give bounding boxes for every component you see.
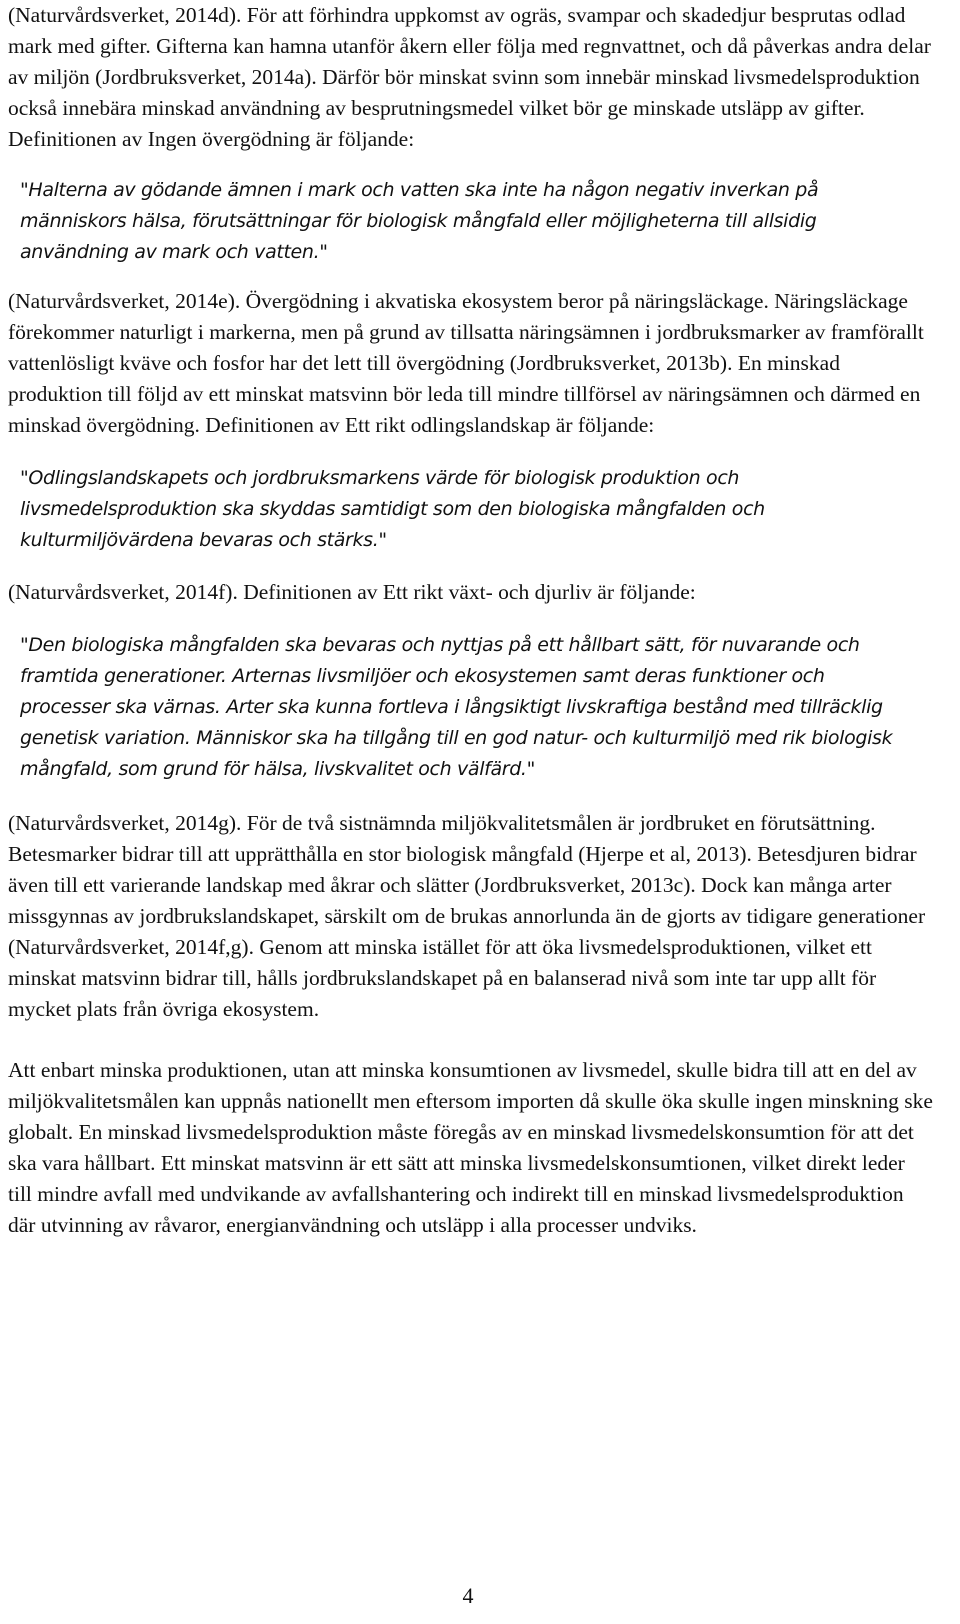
paragraph-jordbruk: (Naturvårdsverket, 2014g). För de två sistnämnda miljökvalitetsmålen är jordbruket en förutsättning. Betesmarker bidrar till att upprätthålla en stor biologisk mångfald (Hjerpe et al, 2013). Betesdjuren bidrar även till ett varierande landskap med åkrar och slätter (Jordbruksverket, 2013c). Dock kan många arter missgynnas av jordbrukslandskapet, särskilt om de brukas annorlunda än de gjorts av tidigare generationer (Naturvårdsverket, 2014f,g). Genom att minska istället för att öka livsmedelsproduktionen, vilket ett minskat matsvinn bidrar till, hålls jordbrukslandskapet på en balanserad nivå som inte tar upp allt för mycket plats från övriga ekosystem. [8, 811, 926, 1021]
quote-vaxt-djurliv: "Den biologiska mångfalden ska bevaras och nyttjas på ett hållbart sätt, för nuvarande och framtida generationer. Arternas livsmiljöer och ekosystemen samt deras funktioner och processer ska värnas. Arter ska kunna fortleva i långsiktigt livskraftiga bestånd med tillräcklig genetisk variation. Människor ska ha tillgång till en god natur- och kulturmiljö med rik biologisk mångfald, som grund för hälsa, livskvalitet och välfärd." [20, 634, 893, 780]
quote-ingen-overgodning: "Halterna av gödande ämnen i mark och vatten ska inte ha någon negativ inverkan på människors hälsa, förutsättningar för biologisk mångfald eller möjligheterna till allsidig användning av mark och vatten." [20, 179, 819, 263]
page-number: 4 [462, 1583, 474, 1608]
paragraph-ingen-overgodning-intro: (Naturvårdsverket, 2014d). För att förhindra uppkomst av ogräs, svampar och skadedjur besprutas odlad mark med gifter. Gifterna kan hamna utanför åkern eller följa med regnvattnet, och då påverkas andra delar av miljön (Jordbruksverket, 2014a). Därför bör minskat svinn som innebär minskad livsmedelsproduktion också innebära minskad användning av besprutningsmedel vilket bör ge minskade utsläpp av gifter. Definitionen av Ingen övergödning är följande: [8, 3, 931, 151]
quote-odlingslandskap: "Odlingslandskapets och jordbruksmarkens värde för biologisk produktion och livsmedelsproduktion ska skyddas samtidigt som den biologiska mångfalden och kulturmiljövärdena bevaras och stärks." [20, 467, 765, 551]
paragraph-overgodning: (Naturvårdsverket, 2014e). Övergödning i akvatiska ekosystem beror på näringsläckage. Näringsläckage förekommer naturligt i markerna, men på grund av tillsatta näringsämnen i jordbruksmarker av framförallt vattenlösligt kväve och fosfor har det lett till övergödning (Jordbruksverket, 2013b). En minskad produktion till följd av ett minskat matsvinn bör leda till mindre tillförsel av näringsämnen och därmed en minskad övergödning. Definitionen av Ett rikt odlingslandskap är följande: [8, 289, 924, 437]
paragraph-konsumtion: Att enbart minska produktionen, utan att minska konsumtionen av livsmedel, skulle bidra till att en del av miljökvalitetsmålen kan uppnås nationellt men eftersom importen då skulle öka skulle ingen minskning ske globalt. En minskad livsmedelsproduktion måste föregås av en minskad livsmedelskonsumtion för att det ska vara hållbart. Ett minskat matsvinn är ett sätt att minska livsmedelskonsumtionen, vilket direkt leder till mindre avfall med undvikande av avfallshantering och indirekt till en minskad livsmedelsproduktion där utvinning av råvaror, energianvändning och utsläpp i alla processer undviks. [8, 1058, 933, 1237]
paragraph-vaxt-djurliv-intro: (Naturvårdsverket, 2014f). Definitionen av Ett rikt växt- och djurliv är följande: [8, 580, 696, 604]
